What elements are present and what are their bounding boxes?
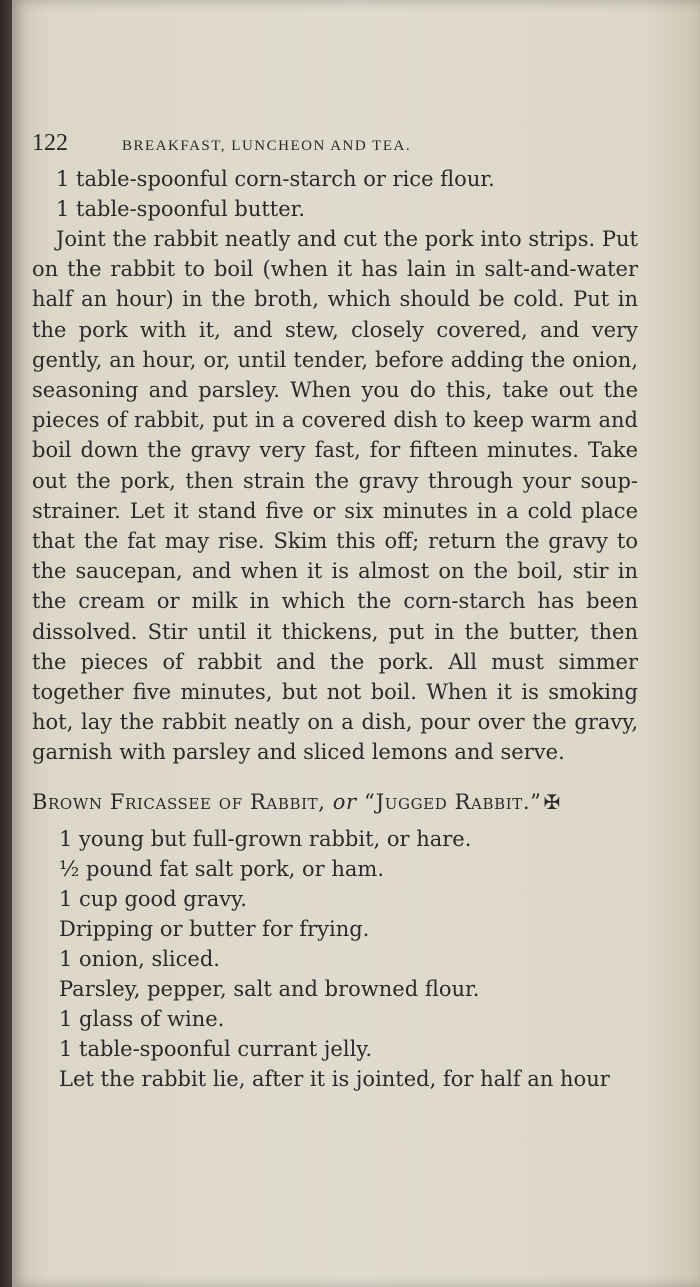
- ingredient-line: 1 glass of wine.: [59, 1006, 225, 1031]
- ingredient-line: Parsley, pepper, salt and browned flour.: [59, 976, 480, 1001]
- page-text: [32, 130, 638, 1094]
- page-number: 122: [32, 130, 68, 156]
- ingredient-line: 1 table-spoonful corn-starch or rice flour.: [56, 167, 495, 191]
- instructions-paragraph: Joint the rabbit neatly and cut the pork into strips. Put on the rabbit to boil (when it has lain in salt-and-water half an hour) in the broth, which should be cold. Put in the pork with it, and stew, closely covered, and very gently, an hour, or, until tender, before adding the onion, seasoning and parsley. When you do this, take out the pieces of rabbit, put in a covered dish to keep warm and boil down the gravy very fast, for fifteen minutes. Take out the pork, then strain the gravy through your soup-strainer. Let it stand five or six minutes in a cold place that the fat may rise. Skim this off; return the gravy to the saucepan, and when it is almost on the boil, stir in the cream or milk in which the corn-starch has been dissolved. Stir until it thickens, put in the butter, then the pieces of rabbit and the pork. All must simmer together five minutes, but not boil. When it is smoking hot, lay the rabbit neatly on a dish, pour over the gravy, garnish with parsley and sliced lemons and serve.: [32, 227, 638, 765]
- ingredient-line: 1 table-spoonful butter.: [56, 197, 306, 221]
- recipe-title-alt: “Jugged Rabbit.”: [363, 789, 542, 814]
- recipe-title: [32, 790, 638, 814]
- running-head-title: BREAKFAST, LUNCHEON AND TEA.: [122, 138, 412, 154]
- recipe-title-or: or: [332, 789, 357, 814]
- book-page: [12, 0, 700, 1287]
- recipe-title-main: Brown Fricassee of Rabbit,: [32, 789, 326, 814]
- book-gutter: [0, 0, 12, 1287]
- cross-mark-icon: ✠: [543, 789, 561, 814]
- ingredient-line: 1 onion, sliced.: [59, 946, 220, 971]
- running-head: [32, 130, 638, 164]
- ingredient-line: Dripping or butter for frying.: [59, 916, 370, 941]
- ingredient-line: 1 cup good gravy.: [59, 886, 247, 911]
- ingredient-line: 1 table-spoonful currant jelly.: [59, 1036, 373, 1061]
- ingredient-line: 1 young but full-grown rabbit, or hare.: [59, 826, 472, 851]
- ingredient-line: ½ pound fat salt pork, or ham.: [59, 856, 385, 881]
- final-instruction-line: Let the rabbit lie, after it is jointed, for half an hour: [59, 1066, 610, 1091]
